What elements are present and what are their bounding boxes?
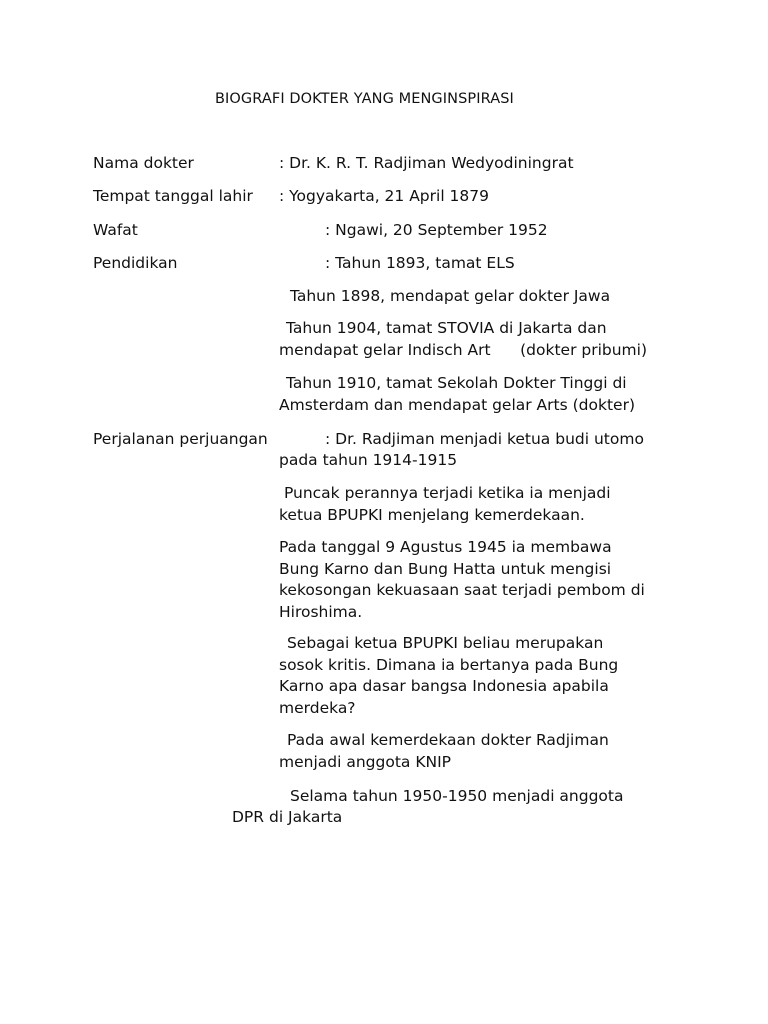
perjuangan-item: Pada awal kemerdekaan dokter Radjiman menjadi anggota KNIP <box>279 731 609 771</box>
document-title: BIOGRAFI DOKTER YANG MENGINSPIRASI <box>215 91 514 107</box>
lahir-label: Tempat tanggal lahir <box>93 187 253 205</box>
pendidikan-item: Tahun 1910, tamat Sekolah Dokter Tinggi di Amsterdam dan mendapat gelar Arts (dokter) <box>279 374 635 414</box>
perjuangan-item: Puncak perannya terjadi ketika ia menjadi ketua BPUPKI menjelang kemerdekaan. <box>279 484 611 524</box>
perjuangan-value: : Dr. Radjiman menjadi ketua budi utomo <box>325 430 644 448</box>
wafat-label: Wafat <box>93 221 138 239</box>
wafat-value: : Ngawi, 20 September 1952 <box>325 221 548 239</box>
perjuangan-label: Perjalanan perjuangan <box>93 430 268 448</box>
nama-label: Nama dokter <box>93 154 194 172</box>
pendidikan-item: Tahun 1898, mendapat gelar dokter Jawa <box>285 287 611 305</box>
pendidikan-label: Pendidikan <box>93 254 178 272</box>
perjuangan-item: Sebagai ketua BPUPKI beliau merupakan sosok kritis. Dimana ia bertanya pada Bung Karno apa dasar bangsa Indonesia apabila merdeka? <box>279 634 619 717</box>
pendidikan-item: Tahun 1904, tamat STOVIA di Jakarta dan mendapat gelar Indisch Art (dokter pribumi) <box>279 319 648 359</box>
pendidikan-value: : Tahun 1893, tamat ELS <box>325 254 515 272</box>
closing-line: DPR di Jakarta <box>232 808 343 826</box>
perjuangan-item: Pada tanggal 9 Agustus 1945 ia membawa Bung Karno dan Bung Hatta untuk mengisi kekosongan kekuasaan saat terjadi pembom di Hiroshima. <box>279 538 645 621</box>
perjuangan-item: pada tahun 1914-1915 <box>279 451 458 469</box>
lahir-value: : Yogyakarta, 21 April 1879 <box>279 187 490 205</box>
nama-value: : Dr. K. R. T. Radjiman Wedyodiningrat <box>279 154 574 172</box>
closing-line: Selama tahun 1950-1950 menjadi anggota <box>290 787 624 805</box>
